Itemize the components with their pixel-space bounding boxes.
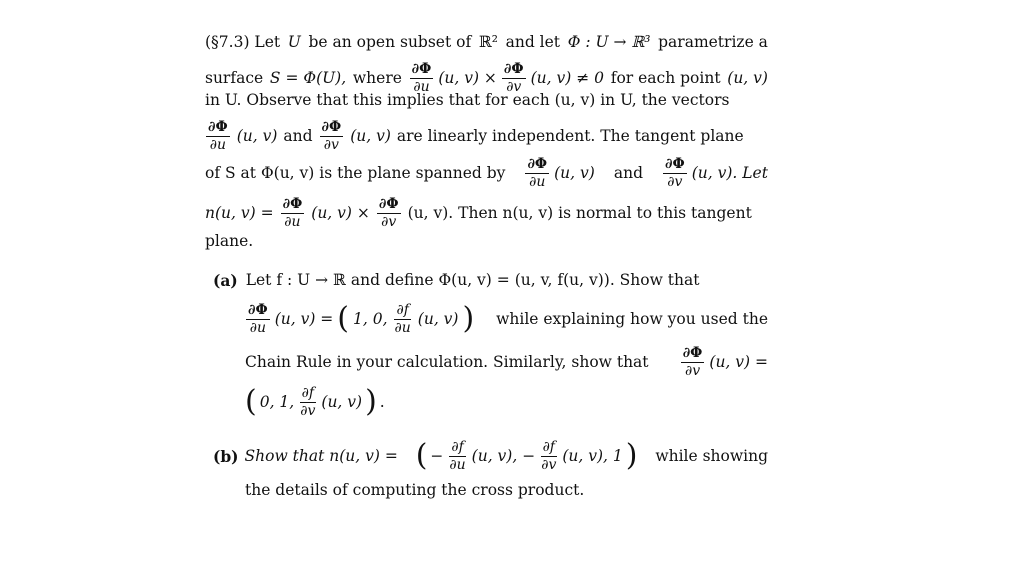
fraction-df-dv [298, 386, 317, 418]
fraction-numerator: ∂Φ [411, 61, 432, 77]
text: surface [205, 69, 264, 88]
fraction-denominator: ∂u [449, 456, 466, 473]
fraction-denominator: ∂u [413, 78, 430, 95]
fraction-numerator: ∂f [301, 385, 315, 401]
paren-close: ) [625, 438, 638, 474]
fraction-denominator: ∂v [300, 402, 316, 419]
problem-line-2 [205, 62, 768, 94]
paren-open: ( [245, 384, 257, 420]
text: in U. Observe that this implies that for each (u, v) in U, the vectors [205, 91, 730, 109]
part-a-line-3 [245, 346, 768, 378]
fraction-denominator: ∂v [541, 456, 557, 473]
problem-line-7 [205, 232, 768, 250]
part-b-line-2 [245, 481, 768, 499]
text: and [283, 127, 313, 146]
fraction-numerator: ∂Φ [378, 196, 399, 212]
fraction-denominator: ∂v [381, 213, 397, 230]
fraction-dphi-dv [681, 346, 705, 378]
math: 1, 0, [353, 310, 388, 329]
fraction-numerator: ∂f [396, 302, 409, 318]
problem-line-4 [205, 120, 768, 152]
math: (u, v) × [311, 204, 370, 223]
text: are linearly independent. The tangent plane [396, 127, 744, 146]
math: − [430, 447, 444, 466]
text: (u, v). Then n(u, v) is normal to this tangent [407, 204, 752, 223]
text: while explaining how you used the [496, 310, 768, 329]
math: (u, v) [321, 393, 363, 412]
fraction-numerator: ∂Φ [208, 119, 228, 135]
text: and let [505, 33, 561, 51]
math-R2: ℝ² [478, 33, 498, 51]
paren-close: ) [462, 301, 475, 337]
math: (u, v) ≠ 0 [530, 69, 604, 88]
math: (u, v) = [274, 310, 334, 329]
fraction-dphi-du [525, 157, 549, 189]
math-n-def: n(u, v) = [205, 204, 274, 223]
text: the details of computing the cross product. [245, 481, 585, 499]
math: (u, v), 1 [562, 447, 623, 466]
math-U: U [287, 33, 301, 51]
math-surface: S = Φ(U), [269, 69, 347, 88]
text: (§7.3) Let [205, 33, 281, 51]
problem-line-5 [205, 157, 768, 189]
math: Show that n(u, v) = [244, 447, 398, 466]
fraction-dphi-dv [377, 197, 401, 229]
fraction-dphi-du [206, 120, 230, 152]
text: Chain Rule in your calculation. Similarly, show that [245, 353, 649, 372]
text: and [613, 164, 643, 183]
fraction-dphi-dv [502, 62, 526, 94]
math: (u, v), − [471, 447, 536, 466]
math: (u, v). Let [691, 164, 768, 183]
part-a-label: (a) [213, 271, 238, 290]
fraction-denominator: ∂v [684, 362, 701, 379]
math: (u, v) × [438, 69, 497, 88]
fraction-denominator: ∂u [284, 213, 301, 230]
fraction-denominator: ∂v [667, 173, 683, 190]
math: (u, v) [350, 127, 391, 146]
fraction-denominator: ∂u [394, 319, 411, 336]
text: where [352, 69, 402, 88]
fraction-numerator: ∂Φ [665, 156, 685, 172]
fraction-numerator: ∂Φ [503, 61, 524, 77]
part-b-line-1 [213, 440, 768, 472]
math: 0, 1, [259, 393, 295, 412]
text: parametrize a [658, 33, 768, 51]
fraction-denominator: ∂u [249, 319, 266, 336]
math: (u, v) [554, 164, 595, 183]
part-b-label: (b) [213, 446, 239, 466]
text: for each point [610, 69, 721, 88]
text: while showing [655, 447, 768, 466]
fraction-numerator: ∂Φ [527, 156, 548, 172]
text: Let f : U → ℝ and define Φ(u, v) = (u, v, f(u, v)). Show that [245, 271, 700, 289]
fraction-dphi-dv [663, 157, 687, 189]
math: (u, v) [417, 310, 459, 329]
fraction-df-du [393, 303, 413, 335]
math: (u, v) [236, 127, 278, 146]
fraction-numerator: ∂Φ [682, 345, 703, 361]
paren-open: ( [337, 301, 350, 337]
fraction-numerator: ∂Φ [321, 119, 342, 135]
part-a-line-1 [213, 271, 768, 290]
text: of S at Φ(u, v) is the plane spanned by [205, 164, 506, 183]
text: be an open subset of [308, 33, 472, 51]
problem-line-1 [205, 33, 768, 51]
fraction-df-dv [539, 440, 558, 472]
math: (u, v) = [709, 353, 768, 372]
math: (u, v) [727, 69, 768, 88]
text: . [379, 393, 385, 412]
text: plane. [205, 232, 254, 250]
problem-line-3 [205, 91, 768, 109]
fraction-dphi-du [281, 197, 305, 229]
fraction-denominator: ∂v [323, 136, 339, 153]
fraction-denominator: ∂u [529, 173, 546, 190]
paren-open: ( [415, 438, 428, 474]
fraction-denominator: ∂u [209, 136, 226, 153]
part-a-line-4 [245, 386, 768, 418]
fraction-numerator: ∂Φ [282, 196, 303, 212]
fraction-dphi-dv [320, 120, 344, 152]
fraction-numerator: ∂f [451, 439, 464, 455]
fraction-dphi-du [246, 303, 270, 335]
paren-close: ) [365, 384, 377, 420]
fraction-numerator: ∂f [542, 439, 555, 455]
fraction-df-du [447, 440, 467, 472]
part-a-line-2 [245, 303, 768, 335]
fraction-numerator: ∂Φ [248, 302, 268, 318]
math-phi-map: Φ : U → ℝ³ [567, 33, 651, 51]
fraction-denominator: ∂v [506, 78, 522, 95]
fraction-dphi-du [410, 62, 434, 94]
problem-line-6 [205, 197, 768, 229]
